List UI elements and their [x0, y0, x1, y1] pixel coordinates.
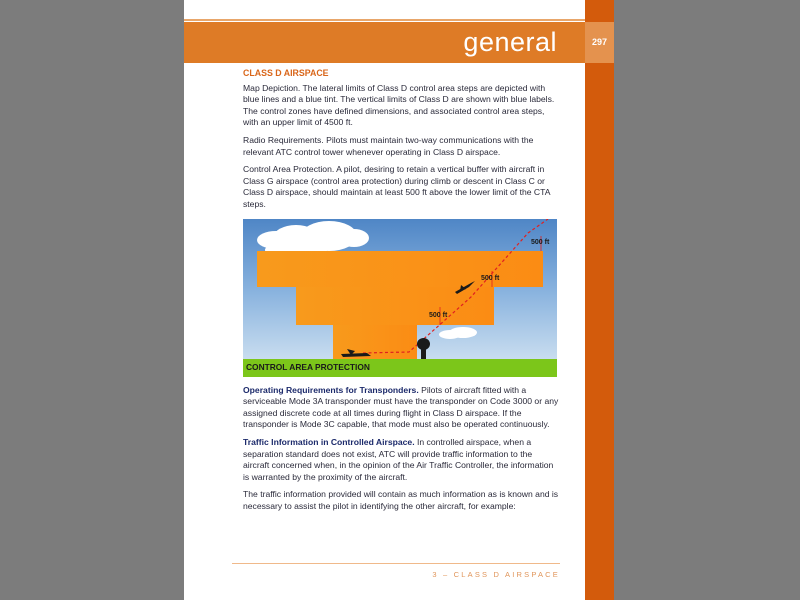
section-header-band: [184, 22, 585, 63]
section-title: general: [463, 27, 557, 57]
control-area-protection-figure: [243, 219, 557, 377]
figure-label: CONTROL AREA PROTECTION: [246, 361, 370, 372]
buffer-label-1: 500 ft: [429, 311, 448, 319]
page-content: [243, 68, 559, 518]
control-area-protection-paragraph: Control Area Protection. A pilot, desiring to retain a vertical buffer with aircraft in Class G airspace (control area protection) during climb or descent in Class C or Class D airspace, should maintain at least 500 ft above the lower limit of the CTA steps.: [243, 164, 550, 209]
buffer-label-2: 500 ft: [481, 274, 500, 282]
transponders-text: Pilots of aircraft fitted with a serviceable Mode 3A transponder must have the transponder on Code 3000 or any assigned discrete code at all times during flight in Class D airspace. If the transponder is Mode 3C capable, that mode must also be operated continuously.: [243, 384, 559, 430]
traffic-info-text: In controlled airspace, when a separation standard does not exist, ATC will provide traffic information to the aircraft concerned when, in the opinion of the Air Traffic Controller, the information is warranted by the proximity of the aircraft.: [243, 436, 554, 482]
climb-path-line: [363, 219, 548, 353]
map-depiction-paragraph: Map Depiction. The lateral limits of Class D control area steps are depicted with blue lines and a blue tint. The vertical limits of Class D are shown with blue labels. The control zones have defined dimensions, and associated control area steps, with an upper limit of 4500 ft.: [243, 82, 555, 128]
buffer-label-3: 500 ft: [531, 238, 550, 246]
transponders-paragraph: [243, 385, 559, 431]
class-d-heading: CLASS D AIRSPACE: [243, 68, 329, 78]
chapter-tab: [585, 0, 614, 600]
chapter-footer: 3 – CLASS D AIRSPACE: [432, 570, 560, 579]
flight-path-overlay: [243, 219, 557, 377]
footer-rule: [232, 563, 560, 564]
transponders-lead: Operating Requirements for Transponders.: [243, 384, 419, 395]
header-top-rule: [184, 19, 585, 21]
aircraft-icon-ground: [341, 349, 371, 357]
traffic-info-example-paragraph: The traffic information provided will contain as much information as is known and is necessary to assist the pilot in identifying the other aircraft, for example:: [243, 489, 559, 511]
traffic-info-lead: Traffic Information in Controlled Airspace.: [243, 436, 415, 447]
traffic-info-paragraph: [243, 437, 559, 483]
tower-icon: [417, 338, 430, 359]
aircraft-icon-climbing: [455, 281, 475, 294]
page-number: 297: [585, 22, 614, 63]
radio-requirements-paragraph: Radio Requirements. Pilots must maintain two-way communications with the relevant ATC control tower whenever operating in Class D airspace.: [243, 134, 534, 157]
